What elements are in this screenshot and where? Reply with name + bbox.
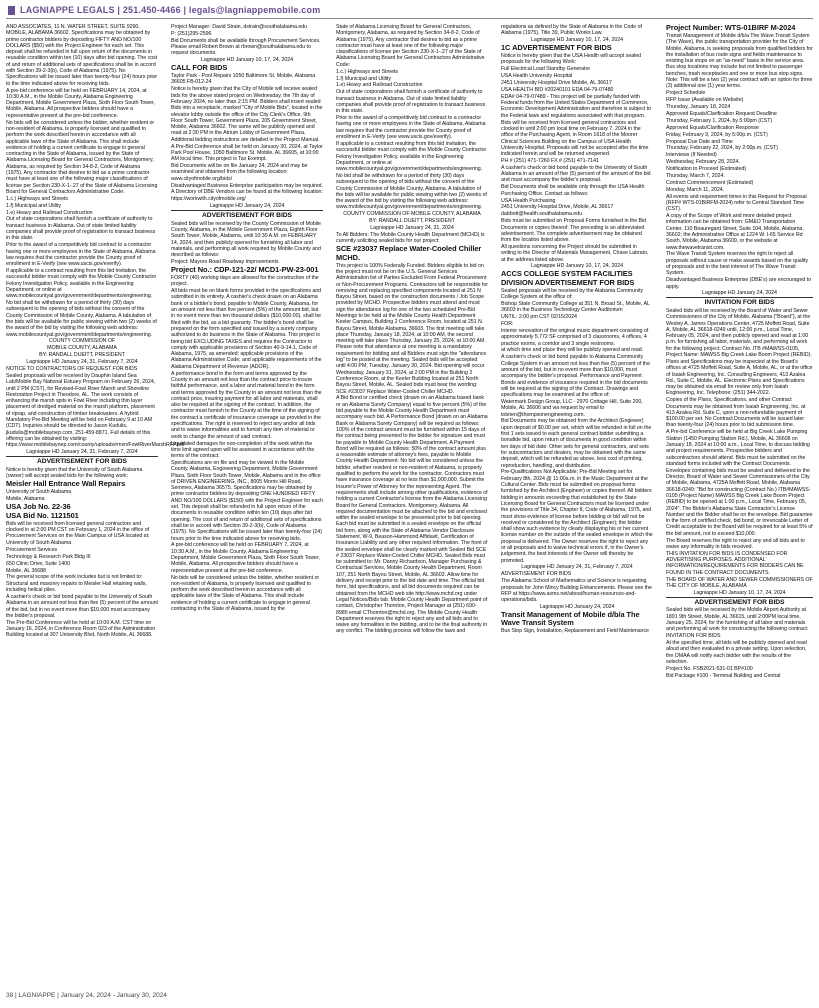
header-title: LAGNIAPPE LEGALS | 251.450-4466 | legals@lagniappemobile.com — [20, 5, 321, 15]
notice-paragraph: 1.c.) Highways and Streets — [6, 195, 68, 202]
notice-paragraph: At the specified time, all bids will be publicly opened and read aloud and then evaluated in a private setting. Upon selection, the OMAA will notify each bidder with the results of the selection. — [666, 639, 807, 665]
notice-paragraph: A Pre-Bid Conference shall be held on January 30, 2024, at Taylor Park Pool House, 1050 Baltimore St. Mobile, AL 36605, at 10:00 AM local time. This project is Tax Exempt. — [171, 143, 323, 163]
page-footer: 38 | LAGNIAPPE | January 24, 2024 - January 30, 2024 — [6, 992, 167, 999]
notice-paragraph: Project Manager- David Strain, dstrain@southalabama.edu — [171, 24, 308, 30]
notice-title: SCE #23037 Replace Water-Cooled Chiller MCHD. — [336, 244, 482, 262]
notice-signature: Lagniappe HD January 10, 17, 24, 2024 — [200, 57, 294, 64]
notice-paragraph: Sealed proposals will be received by Dauphin Island Sea Lab/Mobile Bay National Estuary Program on February 26, 2024, until 2 PM (CST), for Revised-Fowl River Marsh and Shoreline Restoration Project in Theodore, AL. The work consists of enhancing the marsh spits in Fowl River including thin layer placement of dredged material on the marsh platform, placement of riprap, and construction of timber breakwaters. A hybrid Mandatory Pre-Bid Meeting will be held on February 9 at 10 AM (CDT). Inquiries should be directed to Jason Kudulis, jkudulis@mobilebaynep.com, 251-459-8871. Full details of this offering can be obtained by visiting: https://www.mobilebaynep.com/county/uploads/rmxn/FowlRiverMarshRFP.pdf — [6, 372, 185, 449]
notice-paragraph: ADVERTISEMENT FOR BIDS — [501, 571, 572, 578]
notice-title: ACCS COLLEGE SYSTEM FACILITIES DIVISION ADVERTISEMENT FOR BIDS — [501, 269, 635, 287]
notice-paragraph: A cashier's check or bid bond payable to the University of South Alabama in an amount of five (5) percent of the amount of the bid and must accompany the bidder's proposal. — [501, 164, 651, 184]
notice-paragraph: Bid Documents will be on file January 24, 2024 and may be examined and obtained from the following location: — [171, 163, 308, 176]
column-4 — [501, 24, 653, 986]
notice-signature: Lagniappe HD January 24, 31, 2024 — [370, 225, 454, 232]
notice-paragraph: FORTY (40) working days are allowed for the construction of the project. — [171, 275, 319, 288]
notice-paragraph: Copies of the Plans, Specifications, and other Contract Documents may be obtained from Isaiah Engineering, Inc. at 413 Azalea Rd. Suite C, upon a non-refundable payment of $100.00 per set. No Contract Documents will be issued later than twenty-four (24) hours prior to bid submission time. — [666, 397, 806, 429]
notice-paragraph: The Board reserves the right to reject any and all bids and to waive any informality in bids received. — [666, 537, 805, 550]
notice-paragraph: THIS INVITATION FOR BIDS IS CONDENSED FOR ADVERTISING PURPOSES. ADDITIONAL INFORMATION/REQUIREMENTS FOR BIDDERS CAN BE FOUND IN THE CONTRACT DOCUMENTS. — [666, 550, 804, 576]
notice-paragraph: A pre-bid conference will be held on FEBRUARY 14, 2024, at 10:30 A.M., in the Mobile County, Alabama Engineering Department, Mobile Government Plaza, Sixth Floor South Tower, Mobile, Alabama. All prospective bidders should have a representative present at the pre-bid conference. — [6, 87, 155, 119]
notice-signature: Lagniappe HD January 24, 31, February 7, 2024 — [521, 564, 633, 571]
notice-paragraph: 1.f) Municipal and Utility — [336, 75, 391, 82]
notice-paragraph: No bid shall be withdrawn for a period of thirty (30) days subsequent to the opening of bids without the consent of the County Commission of Mobile County, Alabama. A tabulation of the bids will be available for public viewing within two (2) weeks of the award of the bid by visiting the following web address: www.mobilecountyal.gov/government/departments/engineering. — [336, 172, 487, 211]
notice-paragraph: Wednesday, February 28, 2024. — [666, 159, 740, 166]
notice-paragraph: Notice is hereby given that the City of Mobile will receive sealed bids for the above stated project on Wednesday, the 7th day of February 2024, no later than 2:15 PM. Bidders shall insert sealed Bids into a receptacle, marked "City of Mobile Bids", located in the elevator lobby outside the office of the City Clerk's Office, 9th Floor South Tower, Government Plaza, 205 Government Street, Mobile, Alabama 36602. The same will be publicly opened and read at 2:30 PM in the Atrium Lobby of Government Plaza. Additional bidding instructions are detailed in the Project Manual. — [171, 86, 323, 143]
notice-title: USA Job No. 22-36 — [6, 501, 71, 511]
notice-paragraph: Full Electrical Load Standby Generator — [501, 66, 591, 73]
notice-paragraph: Contract Commencement (Estimated) — [666, 179, 754, 186]
notice-paragraph: A cashier's check or bid bond payable to Alabama Community College System in an amount not less than five (5) percent of the amount of the bid, but in no event more than $10,000, must accompany the bidder's proposal. Performance and Payment Bonds and evidence of insurance required in the bid documents will be required at the signing of the Contract. Drawings and specifications may be examined at the office of: — [501, 354, 650, 399]
notice-paragraph: USA Health Purchasing — [501, 197, 556, 204]
column-3 — [336, 24, 488, 986]
notice-heading: ADVERTISEMENT FOR BIDS — [171, 210, 323, 220]
notice-paragraph: All events and requirement times in this Request for Proposal (RFP# WTS-01BIRFM-2024) refer to Central Standard Time (CST). — [666, 193, 807, 213]
notice-paragraph: This project is 100% Federally Funded. Bidders eligible to bid on the project must not be on the U.S. General Services Administration list of Parties Excluded From Federal Procurement or Non-Procurement Programs. Contractors will be responsible for removing and replacing specified components located at 251 N Bayou Street, based on the construction documents / Job Scope provided by MCHD. Prospective bidders must attend and must sign the attendance log for one of the two scheduled Pre-Bid Meetings to be held at the Mobile County Health Department Keeler Campus, Building 2 Conference Room, located at 251 N. Bayou Street, Mobile Alabama, 36603. The first meeting will take place Thursday, January 18, 2024, at 10:00 AM, the second meeting will take place Thursday, January 25, 2024, at 10:00 AM. Please note that attendance at one meeting is a mandatory requirement for bidding and all Bidders must sign the "attendance log" to be posted at the meeting. Sealed bids will be accepted until 4:00 PM, Tuesday, January 30, 2024. Bid opening will occur Wednesday, January 31, 2024, at 2:00 PM in the Building 2 Conference Room, at the Keeler Building located at 251 North Bayou Street, Mobile, AL. Sealed bids must bear the wording: SCE #23037 Replace Water-Cooled Chiller MCHD. — [336, 262, 488, 395]
notice-paragraph: EDA# 04-79-07489 - This project will be partially funded with Federal funds from the United States Department of Commerce, Economic Development Administration and therefore is subject to the Federal laws and regulations associated with that program. — [501, 93, 651, 119]
notice-title: Transit Management of Mobile d/b/a The Wave Transit System — [501, 609, 640, 628]
notice-paragraph: Bishop State Community College at 351 N. Broad St., Mobile, AL 36603 in the Business Technology Center Auditorium — [501, 300, 650, 314]
notice-paragraph: dabbott@health.southalabama.edu — [501, 211, 582, 218]
notice-paragraph: Project: Mayors Road Roadway Improvements — [171, 259, 279, 266]
notice-signature: MOBILE COUNTY, ALABAMA — [47, 345, 117, 352]
notice-paragraph: UNTIL: 2:00 pm CST 02/15/2024 — [501, 314, 577, 321]
notice-paragraph: Mobile, Alabama — [6, 495, 45, 502]
notice-paragraph: Specifications are on file and may be viewed in the Mobile County, Alabama, Engineering Department, Mobile Government Plaza, Sixth Floor South Tower, Mobile, Alabama and in the office of DRIVEN ENGINEERING, INC., 8005 Morris Hill Road, Semmes, Alabama 36575. Specifications may be obtained by prime contractor bidders by depositing ONE HUNDRED FIFTY AND NO/100 DOLLARS ($150) with the Project Engineer for each set. This deposit shall be refunded in full upon return of the documents in reusable condition within ten (10) days after bid opening. The cost of and return of additional sets of specifications shall be in accord with Section 39-2-3(b), Code of Alabama (1975). No Specifications will be issued later than twenty-four (24) hours prior to the time indicated above for receiving bids. — [171, 459, 323, 542]
notice-paragraph: RFP Issue (Available on Website) — [666, 97, 744, 104]
notice-paragraph: Bids will be received from licensed general contractors and clocked in until 2:00 pm local time on February 7, 2024 in the office of the Purchasing Agent, in Room 1618 of the Moorer Clinical Sciences Building on the Campus of USA Health University Hospital. Proposals will not be accepted after the time indicated herein and will be returned unopened. — [501, 119, 649, 158]
notice-paragraph: Project No. FSB2021-531-01 BP#100 — [666, 665, 753, 672]
notice-paragraph: Bus Stop Sign, Installation, Replacement and Field Maintenance — [501, 628, 649, 635]
notice-paragraph: P: (251)295-2596 — [171, 30, 212, 37]
notice-signature: COUNTY COMMISSION OF MOBILE COUNTY, ALABAMA — [343, 211, 481, 218]
notice-signature: Lagniappe HD January 10, 17, 24, 2024 — [693, 589, 786, 596]
notice-paragraph: University of South Alabama — [6, 488, 72, 495]
notice-paragraph: Thursday, March 7, 2024. — [666, 172, 725, 179]
notice-signature: BY: RANDALL DUEITT, PRESIDENT — [369, 218, 455, 225]
notice-paragraph: NOTICE TO CONTRACTORS OF REQUEST FOR BIDS — [6, 366, 138, 373]
notice-paragraph: 2451 University Hospital Drive Mobile, AL 36617 — [501, 80, 612, 87]
notice-paragraph: Transit Management of Mobile d/b/a The Wave Transit System (The Wave), the public transportation provider for the City of Mobile, Alabama, is seeking proposals from qualified bidders for the installation of bus route signs and fields maintenance to existing bus stops on an "as-need" basis in the service area. Bus stop locations may include but not limited to passenger benches, trash receptacles and one or more bus stop signs. Note: This will be a two (2) year contract with an option for three (3) additional one (1) year terms. — [666, 33, 813, 90]
notice-paragraph: If applicable to a contract resulting from this bid invitation, the successful bidder must comply with the Mobile County Contractor Felony Investigation Policy, available in the Engineering Department, or online at www.mobilecountyal.gov/government/departments/engineering. — [6, 268, 157, 300]
notice-paragraph: AND ASSOCIATES, 11 N. WATER STREET, SUITE 9290, MOBILE, ALABAMA 36602. Specifications may be obtained by prime contractor bidders by depositing FIFTY AND NO/100 DOLLARS ($50) with the Project Engineer for each set. This deposit shall be refunded in full upon return of the documents in reusable condition within ten (10) days after bid opening. The cost of and return of additional sets of specifications shall be in accord with Section 39-2-3(b), Code of Alabama (1975). No Specifications will be issued later than twenty-four (24) hours prior to the time indicated above for receiving bids. — [6, 24, 158, 87]
notice-heading: INVITATION FOR BIDS — [666, 297, 813, 307]
notice-paragraph: Notice is hereby given that the University of South Alabama (owner) will accept sealed bids for the following work: — [6, 466, 143, 479]
notice-paragraph: https://workwith.cityofmobile.org/ — [171, 196, 246, 203]
notice-paragraph: 650 Clinic Drive, Suite 1400 — [6, 560, 70, 567]
notice-paragraph: The Wave Transit System reserves the right to reject all proposals without cause or make awards based on the quality of proposals and in the best interest of The Wave Transit System. — [666, 251, 808, 277]
notice-paragraph: Notification to Proceed (Estimated) — [666, 166, 747, 173]
notice-heading: ADVERTISEMENT FOR BIDS — [6, 456, 158, 466]
notice-paragraph: Thursday, February 1, 2024, by 5:00pm (CST) — [666, 117, 773, 124]
notice-paragraph: Disadvantaged Business Enterprise (DBE's) are encouraged to apply. — [666, 277, 811, 290]
notice-paragraph: USA Health University Hospital — [501, 73, 573, 80]
notice-paragraph: Approved Equals/Clarification Response — [666, 124, 759, 131]
column-5 — [666, 24, 813, 986]
notice-paragraph: www.cityofmobile.org/bids/ — [171, 176, 233, 183]
column-1 — [6, 24, 185, 986]
notice-paragraph: Pre-Qualifications Not Applicable; Pre-Bid Meeting set for February 8th, 2024 @ 11:00a.m. in the Music Department at the Cultural Center. Bids must be submitted on proposal forms furnished by the Architect (Engineer) or copies thereof. All bidders bidding in amounts exceeding that established by the State Licensing Board for General Contractors must be licensed under the provisions of Title 34, Chapter 8, Code of Alabama, 1975, and must show evidence of license before bidding or bid will not be received or considered by the Architect (Engineer); the bidder shall show such evidence by clearly displaying his or her current license number on the outside of the sealed envelope in which the proposal is delivered. The Owner reserves the right to reject any or all proposals and to waive technical errors if, in the Owner's judgement, the best interests of the Owner will thereby be promoted. — [501, 469, 653, 564]
notice-title: Project Number: WTS-01BIRF M-2024 — [666, 23, 796, 32]
notice-paragraph: 1.e) Heavy and Railroad Construction — [6, 209, 93, 216]
notice-paragraph: Interior renovation of the original music department consisting of approximately 5,772 SF comprised of 3 classrooms, 4 offices, 4 practice rooms, a corridor and 3 single restrooms. — [501, 327, 649, 347]
notice-paragraph: Sealed proposals will be received by the Alabama Community College System at the office of: — [501, 287, 643, 301]
notice-title: CALL FOR BIDS — [171, 63, 228, 73]
notice-paragraph: 2451 University Hospital Drive, Mobile, AL 36617 — [501, 204, 614, 211]
notice-paragraph: Bids must be submitted on Proposal Forms furnished in the Bid Documents or copies thereof. The preceding is an abbreviated advertisement. The complete advertisement may be obtained from the location listed above. — [501, 218, 647, 244]
notice-paragraph: A copy of the Scope of Work and more detailed project information can be obtained from: GM&O Transportation Center, 110 Beauregard Street, Suite 104, Mobile, Alabama, 36602; the Administrative Office at 1224 W. I-65 Service Rd South, Mobile, Alabama 36609, or the website at www.thewavetransit.com. — [666, 213, 804, 251]
notice-paragraph: Notice is hereby given that the USA Health will accept sealed proposals for the following Work: — [501, 53, 642, 66]
notice-signature: Lagniappe HD January 24, 2024 — [539, 604, 615, 611]
notice-paragraph: Bids will be received from licensed general contractors and clocked in at 2:00 PM CST on February 1, 2024 in the office of Procurement Services on the Main Campus of USA located at: — [6, 520, 150, 540]
column-2 — [171, 24, 323, 986]
notice-paragraph: Sealed bids will be received by the Mobile Airport Authority at 1891 9th Street, Mobile, AL 36615, until 2:00PM local time, January 25, 2024, for the furnishing of all labor and materials and performing all work for constructing the following contract: — [666, 607, 809, 633]
notice-signature: Lagniappe HD January 10, 17, 24, 2024 — [530, 263, 624, 270]
notice-paragraph: Technology & Research Park Bldg III — [6, 553, 91, 560]
notice-signature: Lagniappe HD January 24, 31, February 7, 2024 — [26, 359, 138, 366]
notice-paragraph: FOR: — [501, 321, 514, 328]
notice-paragraph: Bid Package #100 - Terminal Building and Central — [666, 672, 781, 679]
notice-paragraph: State of Alabama Licensing Board for General Contractors, Montgomery, Alabama, as required by Section 34-8-2, Code of Alabama (1975). Any contractor that desires to bid as a prime contractor must have at least one of the following major classifications of license per Section 230-X-1-.27 of the State of Alabama Licensing Board for General Contractors Administrative Code: — [336, 24, 485, 68]
notice-paragraph: 1.f) Municipal and Utility — [6, 202, 61, 209]
notice-paragraph: A Pre-bid Conference will be held at Big Creek Lake Pumping Station (1450 Pumping Station Rd.), Mobile, AL 36608 on January 18, 2024 at 10:00 a.m., Local Time, to discuss bidding and project requirements. Prospective bidders and subcontractors should attend. Bids must be submitted on the standard forms included with the Contract Documents. — [666, 429, 810, 467]
notice-paragraph: Prior to the award of a competitively bid contract to a contractor having one or more employees in the State of Alabama, Alabama law requires that the contractor provide the County proof of enrollment in E-Verify (see www.uscis.gov/everify). — [336, 115, 486, 141]
notice-heading: ADVERTISEMENT FOR BIDS — [666, 597, 813, 607]
notice-paragraph: University of South Alabama — [6, 540, 72, 547]
notice-paragraph: No bids will be considered unless the bidder, whether resident or non-resident of Alabama, is properly licensed and qualified to perform the work described herein in accordance with all applicable laws of the State of Alabama. This shall include evidence of holding a current certificate to engage in general contracting in the State of Alabama, issued by the — [171, 574, 320, 612]
notice-paragraph: Taylor Park - Pool Repairs 1050 Baltimore St. Mobile, Alabama 36605 FB-012-24 — [171, 73, 316, 86]
page-header — [6, 4, 813, 19]
notice-paragraph: No bid shall be withdrawn for a period of thirty (30) days subsequent to the opening of bids without the consent of the County Commission of Mobile County, Alabama. A tabulation of the bids will be available for public viewing within two (2) weeks of the award of the bid by visiting the following web address: www.mobilecountyal.gov/government/departments/engineering. — [6, 300, 157, 338]
notice-paragraph: Interviews (If Needed) — [666, 152, 717, 159]
notice-paragraph: All bids must be on blank forms provided in the specifications and submitted in its entirety. A cashier's check drawn on an Alabama bank or a bidder's bond, payable to Mobile County, Alabama, for an amount not less than five percent (5%) of the amount bid, but in no event more than ten thousand dollars ($10,000.00), shall be filed with the bid, as a bid guaranty. The bidder's bond shall be prepared on the form specified and issued by a surety company authorized to do business in the State of Alabama. This project is being bid EXCLUDING TAXES and requires the Contractor to comply with applicable provisions of Section 40-9-14.1, Code of Alabama, 1975, as amended; applicable provisions of the Alabama Administrative Code; and applicable requirements of the Alabama Department of Revenue (ADOR). — [171, 288, 322, 370]
header-accent-block — [8, 6, 15, 15]
notice-paragraph: A performance bond in the form and terms approved by the County in an amount not less than the contract price to insure faithful performance, and a labor and material bond in the form and terms approved by the County in an amount not less than the contract price, insuring payment for all labor and materials, shall also be required at the signing of the contract. In addition, the contractor must furnish to the County at the time of the signing of the contract a certificate of insurance coverage as provided in the specifications. The right is reserved to reject any and/or all bids and to waive informalities and to furnish any item of material or work to change the amount of said contract. — [171, 370, 322, 440]
notice-paragraph: A Bid Bond or certified check (drawn on an Alabama based bank or an Alabama Surety Company) equal to five percent (5%) of the bid payable to the Mobile County Health Department must accompany each bid. A Performance Bond (drawn on an Alabama Bank or Alabama Surety Company) will be required as follows: 100% of the contract amount must be furnished within 15 days of the contract being presented to the bidder for signature and must be payable to Mobile County Health Department. A Payment Bond will be required as follows: 50% of the contract amount plus a reasonable estimate of attorney's fees, payable to Mobile County Health Department. No bid will be considered unless the bidder, whether resident or non-resident of Alabama, is properly qualified to perform the work for the contractor. Contractors must have insurance coverage at no less than $1,000,000. Submit the Insurer's Power of Attorney for the representing Agent. The requirements shall include among other qualifications, evidence of holding a current Contractor's license from the Alabama Licensing Board for General Contractors. Montgomery, Alabama. All required documentation must be attached to the bid and enclosed within the sealed envelope to be presented prior to bid opening. Each bid must be submitted in a sealed envelope on the official bid form, along with the State of Alabama Vendor Disclosure Statement, W-9, Beason-Hammond Affidavit, Certification of Insurance Liability and any other required information. The front of the sealed envelope shall be clearly marked with Sealed Bid SCE # 23037 Replace Water-Cooled Chiller MCHD. Sealed Bids must be submitted to: Mr. Danny Richardson, Manager Purchasing & Contractual Services, Mobile County Health Department, Room 107, 251 North Bayou Street, Mobile, AL 36603. Allow time for delivery and receipt prior to the bid date and time. The official bid form, bid specifications, and all bid documents required can be obtained from the MCHD web site http://www.mchd.org under Legal Notices/Bids tab. Mobile County Health Department point of contact, Christopher Thornton, Project Manager at (251) 690-8985 email CThornton@mchd.org. The Mobile County Health Department reserves the right to reject any and all bids and to waive any formalities in the bidding, and to be the final authority in any conflict. The bidding process will follow the laws and — [336, 395, 488, 635]
notice-paragraph: 1.e) Heavy and Railroad Construction — [336, 82, 423, 89]
notice-paragraph: Mobile, AL 36688 — [6, 567, 46, 574]
notice-paragraph: Sealed bids will be received by the County Commission of Mobile County, Alabama, in the Mobile Government Plaza, Eighth Floor South Tower, Mobile, Alabama, until 10:30 A.M. on FEBRUARY 14, 2024, and then publicly opened for furnishing all labor and materials, and performing all work required by Mobile County and described as follows: — [171, 220, 321, 259]
notice-title: Project No.: CDP-121-22/ MCD1-PW-23-001 — [171, 265, 319, 274]
notice-paragraph: INVITATION FOR BIDS — [666, 633, 721, 640]
notice-paragraph: Prior to the award of a competitively bid contract to a contractor having one or more employees in the State of Alabama, Alabama law requires that the contractor provide the County proof of enrollment in E-Verify (see www.uscis.gov/everify). — [6, 242, 156, 268]
notice-signature: Lagniappe HD January 10, 17, 24, 2024 — [530, 37, 624, 44]
notice-paragraph: To All Bidders: The Mobile County Health Department (MCHD) is currently soliciting sealed bids for our project: — [336, 232, 485, 245]
notice-paragraph: No bids will be considered unless the bidder, whether resident or non-resident of Alabama, is properly licensed and qualified to perform the work described herein in accordance with all applicable laws of the State of Alabama. This shall include evidence of holding a current certificate to engage in general contracting in the State of Alabama, issued by the State of Alabama Licensing Board for General Contractors, Montgomery, Alabama, as required by Section 34-8-2, Code of Alabama (1975). Any contractor that desires to bid as a prime contractor must have at least one of the following major classifications of license per Section 230-X-1-.27 of the State of Alabama Licensing Board for General Contractors Administrative Code: — [6, 119, 158, 195]
notice-paragraph: regulations as defined by the State of Alabama in the Code of Alabama (1975), Title 39, Public Works Law. — [501, 24, 642, 37]
notice-paragraph: The Pre-Bid Conference will be held at 10:00 A.M. CST time on January 16, 2024, in Conference Room 023 of the Administration Building located at 307 University Blvd, North Mobile, AL 36688. — [6, 619, 156, 639]
notice-paragraph: Friday, February 9, 2024, by 5:00p.m. (CST) — [666, 131, 768, 138]
notice-title: Meisler Hall Entrance Wall Repairs — [6, 478, 126, 488]
notice-paragraph: The Alabama School of Mathematics and Science is requesting proposals for John Mincy Building Enhancements. Please see the RFP at https://www.asms.net/about/human-resources-and-operations/bids. — [501, 578, 652, 604]
notice-paragraph: Liquidated damages for non-completion of the work within the time limit agreed upon will be assessed in accordance with the terms of the contract. — [171, 440, 315, 460]
notice-paragraph: at which time and place they will be publicly opened and read. — [501, 347, 644, 354]
notice-paragraph: A cashier's check or bid bond payable to the University of South Alabama in an amount not less than five (5) percent of the amount of the bid, but in no event more than $10,000 must accompany the bidder's proposal. — [6, 593, 158, 619]
notice-signature: Lagniappe HD January 24, 2024 — [702, 290, 777, 297]
notice-paragraph: The general scope of the work includes but is not limited to: Structural and masonry repairs to Meisler Hall retaining walls, including helical piles. — [6, 574, 147, 594]
notice-paragraph: USA HEALTH BID #20240101 EDA 04-79-07480 — [501, 86, 614, 93]
notice-paragraph: Disadvantaged Business Enterprise participation may be required. A Directory of DBE Vendors can be found at the following location: — [171, 183, 323, 196]
notice-paragraph: Plans and Specifications may be inspected at the Board's offices at 4725 Moffett Road, Suite A, Mobile, AL, or at the office of Isaiah Engineering, Inc. Consulting Engineers, 413 Azalea Rd., Suite C, Mobile, AL. Electronic Plans and Specifications may be obtained via email for review only from Isaiah Engineering, Inc. Telephone: (251) 344-2022. — [666, 358, 813, 397]
notice-paragraph: THE BOARD OF WATER AND SEWER COMMISSIONERS OF THE CITY OF MOBILE, ALABAMA — [666, 576, 813, 589]
notice-paragraph: Proposal Due Date and Time — [666, 138, 733, 145]
notice-signature: BY: RANDALL DUEITT, PRESIDENT — [39, 352, 125, 359]
notice-paragraph: 1.c.) Highways and Streets — [336, 68, 398, 75]
notice-paragraph: Sealed bids will be received by the Board of Water and Sewer Commissioners of the City of Mobile, Alabama ("Board"), at the Wesley A. James Operations Center, 4725 Moffett Road, Suite A, Mobile, AL 36618-0249 until, 12:00 p.m., Local Time, February 05, 2024, and then publicly opened and read at 1:00 p.m. for furnishing all labor, materials, and performing all work for the following project: Contract No. ITB #MAWSS-0105, Project Name: MAWSS Big Creek Lake Boom Project (REBID). — [666, 307, 812, 359]
notice-paragraph: Out of state corporations shall furnish a certificate of authority to transact business in Alabama. Out of state limited liability companies shall provide proof of registration to transact business in this state. — [336, 89, 486, 115]
notice-paragraph: Thursday, February 22, 2024, by 2:00p.m. (CST) — [666, 145, 778, 152]
notice-paragraph: Approved Equals/Clarification Request Deadline — [666, 110, 777, 117]
notice-paragraph: PH # (251) 471-7260 FX # (251) 471-7141 — [501, 157, 599, 164]
legal-notices-columns — [6, 24, 813, 986]
notice-paragraph: Bid Documents shall be available through Procurement Services. Please email Robert Brown at rbrown@southalabama.edu to request documents. — [171, 37, 321, 57]
notice-paragraph: Thursday, January 18, 2024 — [666, 104, 731, 111]
notice-paragraph: All questions concerning the Project should be submitted in writing to the Director of Materials Management, Chase Labrato, at the address listed above. — [501, 244, 649, 263]
notice-paragraph: A pre-bid conference will be held on FEBRUARY 7, 2024, at 10:30 A.M., in the Mobile County, Alabama Engineering Department, Mobile Government Plaza, Sixth Floor South Tower, Mobile, Alabama. All prospective bidders should have a representative present at the pre-bid conference. — [171, 542, 320, 574]
notice-signature: Lagniappe HD January 24, 2024 — [209, 203, 285, 210]
notice-signature: COUNTY COMMISSION OF — [48, 338, 116, 345]
notice-paragraph: Out of state corporations shall furnish a certificate of authority to transact business in Alabama. Out of state limited liability companies shall provide proof of registration to transact business in this state. — [6, 216, 156, 242]
notice-paragraph: If applicable to a contract resulting from this bid invitation, the successful bidder must comply with the Mobile County Contractor Felony Investigation Policy, available in the Engineering Department, or online at www.mobilecountyal.gov/government/departments/engineering. — [336, 140, 487, 173]
notice-paragraph: Monday, March 11, 2024. — [666, 186, 725, 193]
notice-paragraph: Bid Documents shall be available only through the USA Health Purchasing Office. Contact as follows: — [501, 184, 645, 197]
notice-paragraph: Watermark Design Group, LLC - 2970 Cottage Hill, Suite 200, Mobile, AL 36606 and via request by email to tobrien@thompsonengineering.com. — [501, 398, 643, 418]
notice-signature: Lagniappe HD January 24, 31, February 7, 2024 — [26, 449, 138, 456]
notice-paragraph: Procurement Services — [6, 546, 58, 553]
notice-paragraph: Bid Documents may be obtained from the Architect (Engineer) upon deposit of $0.00 per set, which will be refunded in full on the first 1 sets issued to each general contract bidder submitting a bonafide bid, upon return of documents in good condition within ten days of bid date. Other sets for general contractors, and sets for subcontractors and dealers, may be obtained with the same deposit, which will be refunded as above, less cost of printing, reproduction, handling, and distribution. — [501, 418, 652, 469]
notice-paragraph: Project Schedule — [666, 90, 706, 97]
notice-paragraph: Envelopes containing bids must be sealed and delivered to the Director, Board of Water and Sewer Commissioners of the City of Mobile, Alabama, 4725A Moffett Road, Mobile, Alabama 36618-0249: "Bid for constructing (Contract No.) ITB#MAWSS-0105 (Project Name) MAWSS Big Creek Lake Boom Project (REBID) to be opened at 1:00 p.m., Local Time, February 05, 2024". The Bidder's Alabama State Contractor's License Number and the Bidder shall be on the envelope. Bid guarantee in the form of certified check, bid bond, or irrevocable Letter of Credit acceptable to the Board will be required for at least 5% of the bid amount, not to exceed $10,000. — [666, 467, 813, 537]
notice-title: USA Bid No. 1121501 — [6, 510, 79, 520]
notice-title: 1C ADVERTISEMENT FOR BIDS — [501, 43, 612, 53]
